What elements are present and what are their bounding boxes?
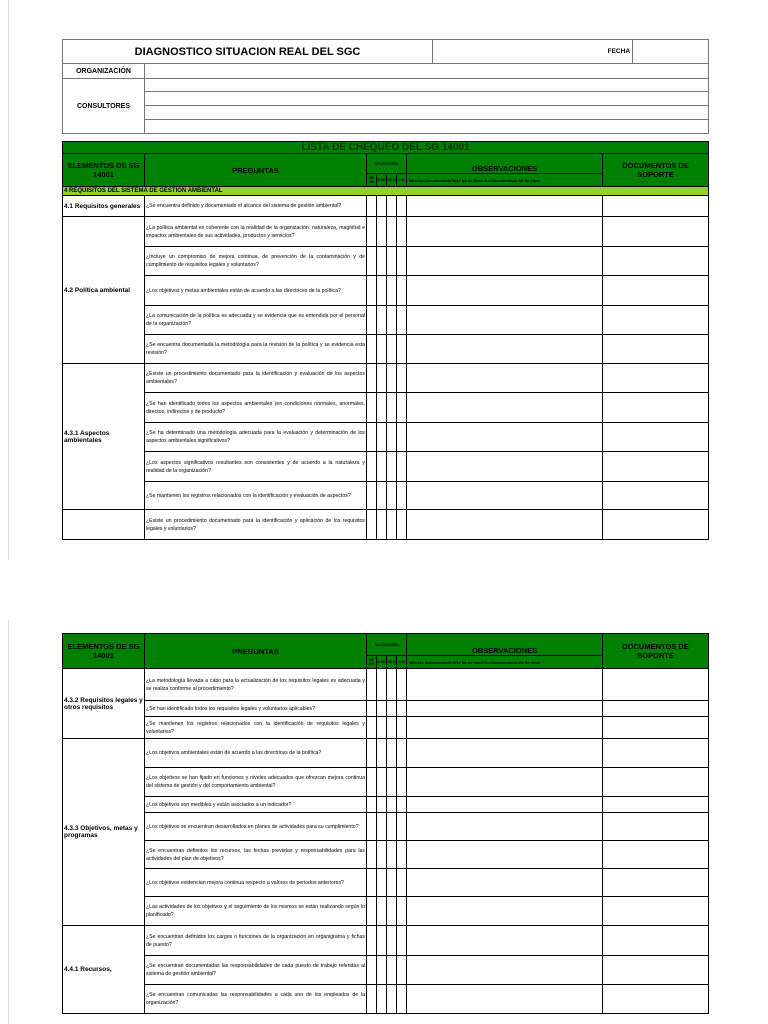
valuation-d-nh-cell[interactable] xyxy=(377,452,387,482)
diagnostic-header xyxy=(62,39,708,134)
val-nd-nh: ND NH xyxy=(367,174,377,187)
valuation-d-nh-cell[interactable] xyxy=(377,841,387,869)
valuation-d-h-cell[interactable] xyxy=(397,797,407,813)
question-text: ¿Los objetivos son medibles y están asociados a un indicador? xyxy=(145,797,367,813)
observations-cell[interactable] xyxy=(407,813,603,841)
element-label: 4.4.1 Recursos, xyxy=(63,926,145,1014)
valuation-d-nh-cell[interactable] xyxy=(377,364,387,393)
support-documents-cell[interactable] xyxy=(603,510,709,540)
support-documents-cell[interactable] xyxy=(603,196,709,217)
question-row xyxy=(63,926,709,956)
question-text: ¿Se ha determinado una metodología adecuada para la evaluación y determinación de los aspectos ambientales significativos? xyxy=(145,423,367,452)
support-documents-cell[interactable] xyxy=(603,364,709,393)
support-documents-cell[interactable] xyxy=(603,926,709,956)
valuation-d-h-cell[interactable] xyxy=(397,813,407,841)
question-row xyxy=(63,247,709,276)
question-row xyxy=(63,956,709,985)
question-row xyxy=(63,669,709,701)
valuation-d-h-cell[interactable] xyxy=(397,247,407,276)
support-documents-cell[interactable] xyxy=(603,217,709,247)
support-documents-cell[interactable] xyxy=(603,306,709,335)
valuation-nd-d-cell[interactable] xyxy=(387,393,397,423)
valuation-nd-d-cell[interactable] xyxy=(387,669,397,701)
valuation-d-nh-cell[interactable] xyxy=(377,717,387,739)
question-row xyxy=(63,335,709,364)
valuation-nd-nh-cell[interactable] xyxy=(367,897,377,926)
valuation-nd-d-cell[interactable] xyxy=(387,739,397,768)
question-text: ¿Se encuentran definidos los recursos, las fechas previstas y responsabilidades para las actividades del plan de objetivos? xyxy=(145,841,367,869)
observations-cell[interactable] xyxy=(407,956,603,985)
observations-cell[interactable] xyxy=(407,276,603,306)
valuation-d-nh-cell[interactable] xyxy=(377,768,387,797)
valuation-d-h-cell[interactable] xyxy=(397,701,407,717)
question-row xyxy=(63,276,709,306)
valuation-nd-d-cell[interactable] xyxy=(387,423,397,452)
observations-cell[interactable] xyxy=(407,701,603,717)
question-row xyxy=(63,841,709,869)
observations-cell[interactable] xyxy=(407,335,603,364)
question-text: ¿Los objetivos ambientales están de acuerdo a las directrices de la política? xyxy=(145,739,367,768)
observations-cell[interactable] xyxy=(407,217,603,247)
valuation-nd-nh-cell[interactable] xyxy=(367,869,377,897)
observations-cell[interactable] xyxy=(407,482,603,510)
valuation-nd-d-cell[interactable] xyxy=(387,510,397,540)
val-nd-d: ND D xyxy=(387,656,397,669)
valuation-d-h-cell[interactable] xyxy=(397,335,407,364)
checklist-page-2 xyxy=(62,633,708,1014)
question-text: ¿Los objetivos se encuentran desarrollados en planes de actividades para su cumplimiento? xyxy=(145,813,367,841)
question-text: ¿Se han identificado todos los requisitos legales y voluntarios aplicables? xyxy=(145,701,367,717)
document-title: DIAGNOSTICO SITUACION REAL DEL SGC xyxy=(63,40,433,64)
page-edge-line xyxy=(8,0,9,560)
support-documents-cell[interactable] xyxy=(603,423,709,452)
val-d-h: D H xyxy=(397,174,407,187)
valuation-d-h-cell[interactable] xyxy=(397,452,407,482)
valuation-nd-nh-cell[interactable] xyxy=(367,364,377,393)
observations-cell[interactable] xyxy=(407,247,603,276)
observations-cell[interactable] xyxy=(407,196,603,217)
valuation-nd-d-cell[interactable] xyxy=(387,926,397,956)
valuation-nd-d-cell[interactable] xyxy=(387,841,397,869)
observations-cell[interactable] xyxy=(407,510,603,540)
question-row xyxy=(63,717,709,739)
valuation-d-h-cell[interactable] xyxy=(397,393,407,423)
valuation-d-h-cell[interactable] xyxy=(397,364,407,393)
element-label: 4.3.2 Requisitos legales y otros requisitos xyxy=(63,669,145,739)
valuation-nd-nh-cell[interactable] xyxy=(367,335,377,364)
valuation-d-nh-cell[interactable] xyxy=(377,196,387,217)
valuation-d-nh-cell[interactable] xyxy=(377,247,387,276)
observations-cell[interactable] xyxy=(407,926,603,956)
valuation-d-nh-cell[interactable] xyxy=(377,217,387,247)
col-observaciones: OBSERVACIONES xyxy=(407,154,603,174)
valuation-d-h-cell[interactable] xyxy=(397,482,407,510)
observations-cell[interactable] xyxy=(407,985,603,1014)
question-row xyxy=(63,510,709,540)
consultores-value[interactable] xyxy=(145,79,709,134)
question-text: ¿Las actividades de los objetivos y el seguimiento de los mismos se están realizando según lo planificado? xyxy=(145,897,367,926)
question-text: ¿Existe un procedimiento documentado para la identificación y evaluación de los aspectos ambientales? xyxy=(145,364,367,393)
valuation-d-nh-cell[interactable] xyxy=(377,926,387,956)
question-text: ¿Se mantienen los registros relacionados con la identificación de requisitos legales y voluntarios? xyxy=(145,717,367,739)
col-elementos: ELEMENTOS DE SG 14001 xyxy=(63,154,145,187)
observations-cell[interactable] xyxy=(407,717,603,739)
question-text: ¿Se mantienen los registros relacionados con la identificación y evaluación de aspectos? xyxy=(145,482,367,510)
valuation-nd-nh-cell[interactable] xyxy=(367,985,377,1014)
checklist-page-1 xyxy=(62,141,708,540)
valuation-nd-nh-cell[interactable] xyxy=(367,926,377,956)
observations-cell[interactable] xyxy=(407,897,603,926)
question-text: ¿Los objetivos se han fijado en funciones y niveles adecuados que ofrezcan mejora continua del sistema de gestión y del comportamiento ambiental? xyxy=(145,768,367,797)
valuation-nd-nh-cell[interactable] xyxy=(367,452,377,482)
organizacion-value[interactable] xyxy=(145,64,709,79)
question-row xyxy=(63,701,709,717)
question-row xyxy=(63,217,709,247)
valuation-nd-d-cell[interactable] xyxy=(387,797,397,813)
valuation-d-nh-cell[interactable] xyxy=(377,393,387,423)
element-label xyxy=(63,510,145,540)
support-documents-cell[interactable] xyxy=(603,797,709,813)
valuation-nd-d-cell[interactable] xyxy=(387,813,397,841)
question-text: ¿Se encuentran comunicadas las responsabilidades a cada uno de los empleados de la organización? xyxy=(145,985,367,1014)
val-d-h: D H xyxy=(397,656,407,669)
support-documents-cell[interactable] xyxy=(603,701,709,717)
organizacion-label: ORGANIZACIÓN xyxy=(63,64,145,79)
question-row xyxy=(63,482,709,510)
valuation-nd-d-cell[interactable] xyxy=(387,956,397,985)
valuation-d-h-cell[interactable] xyxy=(397,423,407,452)
valuation-legend: ND= No Documentado NH= No se Hace D= Documentado H= Se Hace xyxy=(407,656,603,669)
question-row xyxy=(63,739,709,768)
valuation-nd-nh-cell[interactable] xyxy=(367,669,377,701)
valuation-d-nh-cell[interactable] xyxy=(377,813,387,841)
valuation-nd-nh-cell[interactable] xyxy=(367,510,377,540)
val-nd-nh: ND NH xyxy=(367,656,377,669)
valuation-nd-d-cell[interactable] xyxy=(387,897,397,926)
question-text: ¿Se encuentran definidos los cargos o funciones de la organización en organigrama y fichas de puesto? xyxy=(145,926,367,956)
valuation-d-nh-cell[interactable] xyxy=(377,306,387,335)
valuation-nd-d-cell[interactable] xyxy=(387,306,397,335)
valuation-nd-nh-cell[interactable] xyxy=(367,956,377,985)
question-row xyxy=(63,423,709,452)
support-documents-cell[interactable] xyxy=(603,897,709,926)
valuation-d-h-cell[interactable] xyxy=(397,669,407,701)
valuation-d-h-cell[interactable] xyxy=(397,717,407,739)
valuation-nd-nh-cell[interactable] xyxy=(367,393,377,423)
valuation-nd-nh-cell[interactable] xyxy=(367,739,377,768)
col-observaciones: OBSERVACIONES xyxy=(407,634,603,656)
support-documents-cell[interactable] xyxy=(603,717,709,739)
valuation-nd-nh-cell[interactable] xyxy=(367,423,377,452)
question-row xyxy=(63,869,709,897)
valuation-nd-nh-cell[interactable] xyxy=(367,768,377,797)
valuation-d-nh-cell[interactable] xyxy=(377,897,387,926)
valuation-d-nh-cell[interactable] xyxy=(377,335,387,364)
valuation-nd-d-cell[interactable] xyxy=(387,196,397,217)
valuation-nd-nh-cell[interactable] xyxy=(367,797,377,813)
val-d-nh: D NH xyxy=(377,174,387,187)
valuation-nd-d-cell[interactable] xyxy=(387,452,397,482)
valuation-nd-d-cell[interactable] xyxy=(387,217,397,247)
observations-cell[interactable] xyxy=(407,669,603,701)
valuation-d-h-cell[interactable] xyxy=(397,510,407,540)
question-row xyxy=(63,196,709,217)
col-preguntas: PREGUNTAS xyxy=(145,634,367,669)
support-documents-cell[interactable] xyxy=(603,247,709,276)
valuation-d-nh-cell[interactable] xyxy=(377,423,387,452)
valuation-nd-d-cell[interactable] xyxy=(387,717,397,739)
question-row xyxy=(63,985,709,1014)
valuation-d-nh-cell[interactable] xyxy=(377,985,387,1014)
question-text: ¿Se encuentra definido y documentado el alcance del sistema de gestión ambiental? xyxy=(145,196,367,217)
valuation-d-h-cell[interactable] xyxy=(397,306,407,335)
valuation-nd-d-cell[interactable] xyxy=(387,247,397,276)
page-edge-line xyxy=(8,620,9,1024)
support-documents-cell[interactable] xyxy=(603,276,709,306)
support-documents-cell[interactable] xyxy=(603,739,709,768)
element-label: 4.3.3 Objetivos, metas y programas xyxy=(63,739,145,926)
val-d-nh: D NH xyxy=(377,656,387,669)
element-label: 4.1 Requisitos generales xyxy=(63,196,145,217)
valuation-d-nh-cell[interactable] xyxy=(377,276,387,306)
val-nd-d: ND D xyxy=(387,174,397,187)
valuation-d-h-cell[interactable] xyxy=(397,841,407,869)
col-preguntas: PREGUNTAS xyxy=(145,154,367,187)
valuation-nd-nh-cell[interactable] xyxy=(367,482,377,510)
question-text: ¿La política ambiental es coherente con la realidad de la organización: naturaleza, magnitud e impactos ambientales de sus actividades, productos y servicios? xyxy=(145,217,367,247)
question-text: ¿Los objetivos evidencian mejora continua respecto a valores de periodos anteriores? xyxy=(145,869,367,897)
valuation-nd-nh-cell[interactable] xyxy=(367,276,377,306)
valuation-nd-d-cell[interactable] xyxy=(387,482,397,510)
checklist-title: LISTA DE CHEQUEO DEL SG 14001 xyxy=(63,142,709,154)
valuation-d-nh-cell[interactable] xyxy=(377,510,387,540)
question-row xyxy=(63,306,709,335)
fecha-value[interactable] xyxy=(633,40,709,64)
valuation-nd-d-cell[interactable] xyxy=(387,768,397,797)
valuation-d-h-cell[interactable] xyxy=(397,985,407,1014)
valuation-d-nh-cell[interactable] xyxy=(377,869,387,897)
observations-cell[interactable] xyxy=(407,739,603,768)
valuation-nd-nh-cell[interactable] xyxy=(367,841,377,869)
valuation-d-nh-cell[interactable] xyxy=(377,739,387,768)
observations-cell[interactable] xyxy=(407,393,603,423)
valuation-nd-d-cell[interactable] xyxy=(387,869,397,897)
question-row xyxy=(63,897,709,926)
valuation-d-h-cell[interactable] xyxy=(397,196,407,217)
element-label: 4.3.1 Aspectos ambientales xyxy=(63,364,145,510)
support-documents-cell[interactable] xyxy=(603,335,709,364)
valuation-nd-nh-cell[interactable] xyxy=(367,217,377,247)
valuation-nd-nh-cell[interactable] xyxy=(367,701,377,717)
valuation-nd-d-cell[interactable] xyxy=(387,701,397,717)
question-row xyxy=(63,797,709,813)
element-label: 4.2 Política ambiental xyxy=(63,217,145,364)
col-valoracion: VALORACIÓN xyxy=(367,634,407,656)
col-valoracion: VALORACIÓN xyxy=(367,154,407,174)
observations-cell[interactable] xyxy=(407,452,603,482)
valuation-nd-d-cell[interactable] xyxy=(387,985,397,1014)
valuation-nd-d-cell[interactable] xyxy=(387,276,397,306)
consultores-label: CONSULTORES xyxy=(63,79,145,134)
observations-cell[interactable] xyxy=(407,306,603,335)
support-documents-cell[interactable] xyxy=(603,956,709,985)
valuation-nd-nh-cell[interactable] xyxy=(367,717,377,739)
question-text: ¿Se han identificado todos los aspectos ambientales (en condiciones normales, anormales, directos, indirectos y de producto? xyxy=(145,393,367,423)
support-documents-cell[interactable] xyxy=(603,813,709,841)
question-text: ¿Los aspectos significativos resultantes son consistentes y de acuerdo a la naturaleza y realidad de la organización? xyxy=(145,452,367,482)
question-text: ¿La metodología llevada a cabo para la actualización de los requisitos legales es adecuada y se realiza conforme al procedimiento? xyxy=(145,669,367,701)
question-row xyxy=(63,768,709,797)
question-row xyxy=(63,813,709,841)
support-documents-cell[interactable] xyxy=(603,482,709,510)
valuation-d-h-cell[interactable] xyxy=(397,768,407,797)
question-text: ¿La comunicación de la política es adecuada y se evidencia que es entendida por el personal de la organización? xyxy=(145,306,367,335)
support-documents-cell[interactable] xyxy=(603,669,709,701)
col-documentos: DOCUMENTOS DE SOPORTE xyxy=(603,154,709,187)
valuation-nd-d-cell[interactable] xyxy=(387,335,397,364)
valuation-d-h-cell[interactable] xyxy=(397,956,407,985)
valuation-d-h-cell[interactable] xyxy=(397,869,407,897)
question-row xyxy=(63,393,709,423)
support-documents-cell[interactable] xyxy=(603,841,709,869)
observations-cell[interactable] xyxy=(407,869,603,897)
observations-cell[interactable] xyxy=(407,423,603,452)
valuation-nd-d-cell[interactable] xyxy=(387,364,397,393)
support-documents-cell[interactable] xyxy=(603,452,709,482)
question-text: ¿Los objetivos y metas ambientales están de acuerdo a las directrices de la política? xyxy=(145,276,367,306)
observations-cell[interactable] xyxy=(407,797,603,813)
question-row xyxy=(63,364,709,393)
valuation-nd-nh-cell[interactable] xyxy=(367,306,377,335)
valuation-d-h-cell[interactable] xyxy=(397,739,407,768)
valuation-nd-nh-cell[interactable] xyxy=(367,196,377,217)
observations-cell[interactable] xyxy=(407,364,603,393)
section-heading: 4 REQUISITOS DEL SISTEMA DE GESTION AMBIENTAL xyxy=(63,187,709,196)
valuation-nd-nh-cell[interactable] xyxy=(367,813,377,841)
support-documents-cell[interactable] xyxy=(603,869,709,897)
support-documents-cell[interactable] xyxy=(603,393,709,423)
fecha-label: FECHA xyxy=(433,40,633,64)
valuation-d-nh-cell[interactable] xyxy=(377,701,387,717)
support-documents-cell[interactable] xyxy=(603,768,709,797)
support-documents-cell[interactable] xyxy=(603,985,709,1014)
valuation-d-nh-cell[interactable] xyxy=(377,956,387,985)
valuation-d-nh-cell[interactable] xyxy=(377,482,387,510)
col-elementos: ELEMENTOS DE SG 14001 xyxy=(63,634,145,669)
valuation-d-nh-cell[interactable] xyxy=(377,669,387,701)
question-text: ¿Incluye un compromiso de mejora continua, de prevención de la contaminación y de cumplimiento de requisitos legales y voluntarios? xyxy=(145,247,367,276)
observations-cell[interactable] xyxy=(407,841,603,869)
question-text: ¿Se encuentra documentada la metodología para la revisión de la política y se evidencia esta revisión? xyxy=(145,335,367,364)
valuation-d-nh-cell[interactable] xyxy=(377,797,387,813)
col-documentos: DOCUMENTOS DE SOPORTE xyxy=(603,634,709,669)
question-text: ¿Se encuentran documentadas las responsabilidades de cada puesto de trabajo referidas al sistema de gestión ambiental? xyxy=(145,956,367,985)
question-row xyxy=(63,452,709,482)
valuation-legend: ND= No Documentado NH= No se Hace D= Documentado H= Se Hace xyxy=(407,174,603,187)
valuation-d-h-cell[interactable] xyxy=(397,276,407,306)
valuation-d-h-cell[interactable] xyxy=(397,926,407,956)
valuation-d-h-cell[interactable] xyxy=(397,217,407,247)
valuation-nd-nh-cell[interactable] xyxy=(367,247,377,276)
observations-cell[interactable] xyxy=(407,768,603,797)
question-text: ¿Existe un procedimiento documentado para la identificación y aplicación de los requisitos legales y voluntarios? xyxy=(145,510,367,540)
valuation-d-h-cell[interactable] xyxy=(397,897,407,926)
